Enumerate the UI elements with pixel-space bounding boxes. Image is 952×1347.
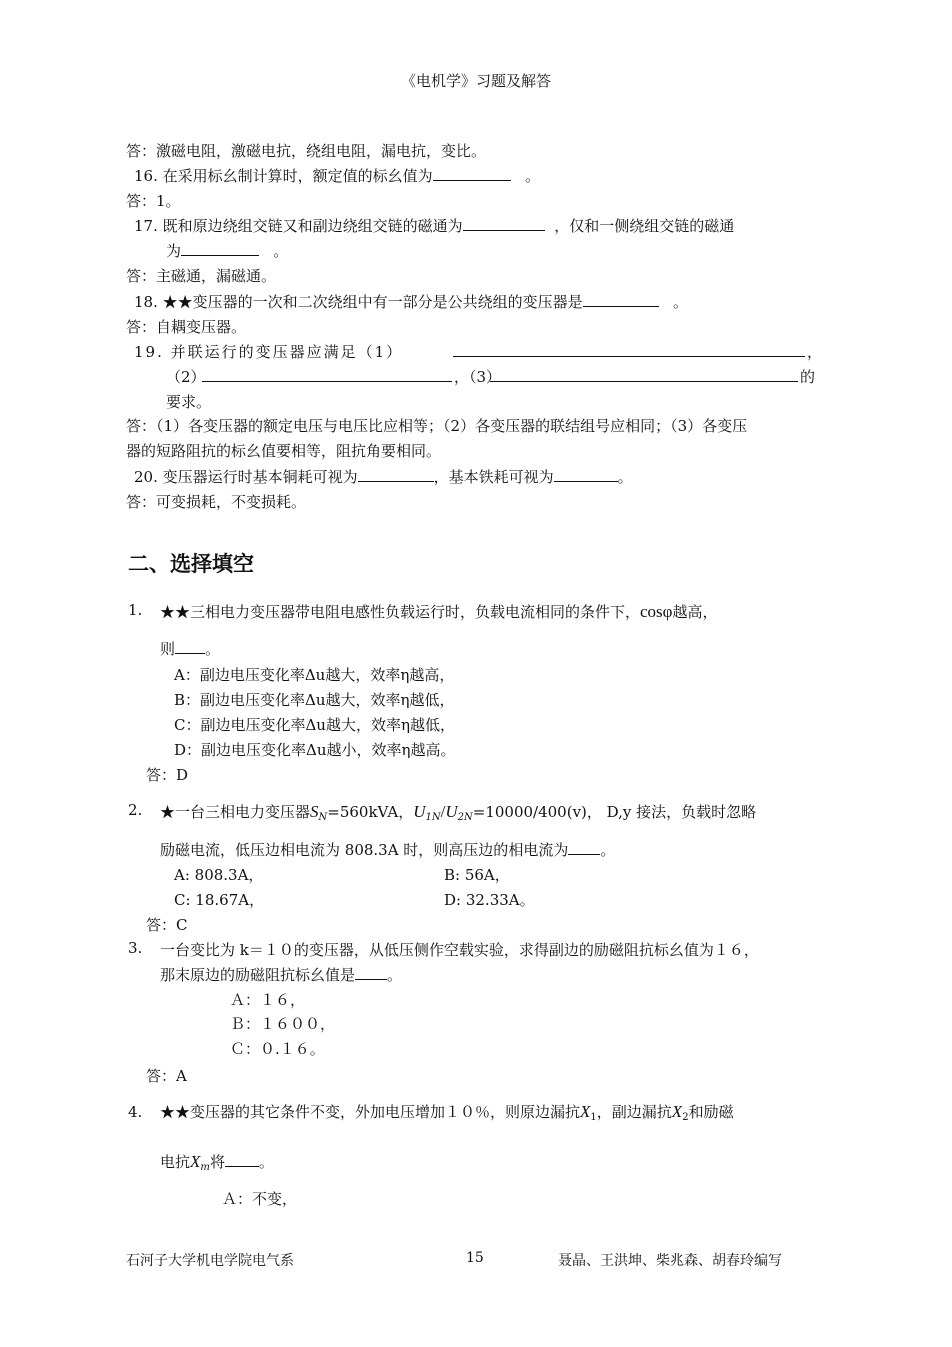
mc-q1-line1 bbox=[160, 601, 718, 622]
mc-q1-option-c: C：副边电压变化率Δu越大，效率η越低， bbox=[174, 716, 455, 734]
mc-q2-line2 bbox=[160, 839, 615, 860]
question-17-text: 17. 既和原边绕组交链又和副边绕组交链的磁通为 bbox=[134, 217, 463, 235]
mc-q4-line1 bbox=[160, 1101, 734, 1123]
mc-q1-answer: 答：D bbox=[146, 766, 189, 784]
mc-q4-line2-text-b: 将 bbox=[209, 1153, 225, 1171]
mc-q3-line2-end: 。 bbox=[387, 966, 403, 984]
answer-20: 答：可变损耗，不变损耗。 bbox=[126, 493, 307, 511]
question-19-line1 bbox=[134, 341, 403, 362]
mc-q2-line2-end: 。 bbox=[600, 841, 616, 859]
mc-q1-option-a: A：副边电压变化率Δu越大，效率η越高， bbox=[174, 666, 455, 684]
mc-q1-option-d: D：副边电压变化率Δu越小，效率η越高。 bbox=[174, 741, 456, 759]
mc-q3-answer: 答：A bbox=[146, 1067, 187, 1085]
mc-q2-U1: U bbox=[413, 802, 426, 821]
question-18-blank bbox=[583, 292, 659, 307]
mc-q4-blank bbox=[225, 1152, 259, 1167]
mc-q2-number: 2. bbox=[128, 801, 143, 819]
question-17-line2-text: 为 bbox=[166, 242, 182, 260]
question-20-end: 。 bbox=[617, 468, 633, 486]
mc-q3-blank bbox=[355, 965, 387, 980]
mc-q2-blank bbox=[568, 840, 600, 855]
mc-q4-text-a: ★★变压器的其它条件不变，外加电压增加１０％，则原边漏抗 bbox=[160, 1103, 581, 1121]
mc-q2-text-c: =10000/400(v)， D,y 接法，负载时忽略 bbox=[472, 803, 757, 821]
mc-q2-U1-sub: 1N bbox=[425, 812, 441, 823]
question-19-p3: ，（3） bbox=[454, 368, 502, 386]
question-20 bbox=[134, 466, 633, 487]
mc-q3-option-b: Ｂ：１６００， bbox=[230, 1015, 336, 1033]
mc-q3-line2 bbox=[160, 964, 402, 985]
page-header-title: 《电机学》习题及解答 bbox=[400, 72, 551, 90]
question-16-end: 。 bbox=[524, 167, 540, 185]
mc-q4-number: 4. bbox=[128, 1103, 143, 1121]
mc-q1-blank bbox=[175, 639, 205, 654]
answer-19-line1: 答：（1）各变压器的额定电压与电压比应相等；（2）各变压器的联结组号应相同；（3）各变压 bbox=[126, 417, 748, 435]
footer-page-number: 15 bbox=[466, 1250, 484, 1266]
mc-q1-line2 bbox=[160, 638, 220, 659]
mc-q3-option-c: Ｃ：０.１６。 bbox=[230, 1040, 325, 1058]
question-19-p2: （2） bbox=[166, 368, 206, 386]
question-19-de: 的 bbox=[800, 368, 816, 386]
mc-q4-Xm: X bbox=[190, 1152, 201, 1171]
mc-q4-line2-end: 。 bbox=[258, 1153, 274, 1171]
mc-q2-line2-text: 励磁电流，低压边相电流为 808.3A 时，则高压边的相电流为 bbox=[160, 841, 569, 859]
question-18 bbox=[134, 291, 688, 312]
question-16-text: 16. 在采用标幺制计算时，额定值的标幺值为 bbox=[134, 167, 433, 185]
mc-q2-S-sub: N bbox=[318, 812, 328, 823]
mc-q4-text-c: 和励磁 bbox=[688, 1103, 734, 1121]
question-17-line1 bbox=[134, 215, 734, 236]
answer-16: 答：1。 bbox=[126, 192, 181, 210]
mc-q2-text-b: =560kVA， bbox=[327, 803, 414, 821]
mc-q3-line1: 一台变比为 k＝１０的变压器，从低压侧作空载实验，求得副边的励磁阻抗标幺值为１６， bbox=[160, 941, 759, 959]
question-19-comma: ， bbox=[807, 343, 823, 361]
mc-q4-text-b: ，副边漏抗 bbox=[596, 1103, 672, 1121]
question-17-line2 bbox=[166, 240, 288, 261]
section-title: 二、选择填空 bbox=[128, 552, 254, 576]
question-16 bbox=[134, 165, 540, 186]
answer-17: 答：主磁通，漏磁通。 bbox=[126, 267, 277, 285]
mc-q4-option-a: Ａ：不变， bbox=[222, 1190, 298, 1208]
mc-q2-answer: 答：C bbox=[146, 916, 188, 934]
question-19-blank2 bbox=[202, 367, 452, 382]
mc-q2-line1 bbox=[160, 801, 756, 823]
answer-19-line2: 器的短路阻抗的标幺值要相等，阻抗角要相同。 bbox=[126, 442, 442, 460]
question-17-mid: ，仅和一侧绕组交链的磁通 bbox=[554, 217, 735, 235]
mc-q4-X1: X bbox=[580, 1102, 591, 1121]
mc-q2-U2: U bbox=[445, 802, 458, 821]
question-19-blank1 bbox=[453, 342, 805, 357]
answer-18: 答：自耦变压器。 bbox=[126, 318, 247, 336]
question-20-text-b: ，基本铁耗可视为 bbox=[433, 468, 554, 486]
mc-q1-option-b: B：副边电压变化率Δu越大，效率η越低， bbox=[174, 691, 455, 709]
question-20-text-a: 20. 变压器运行时基本铜耗可视为 bbox=[134, 468, 358, 486]
answer-prev: 答：激磁电阻，激磁电抗，绕组电阻，漏电抗，变比。 bbox=[126, 142, 487, 160]
mc-q4-line2 bbox=[160, 1151, 274, 1173]
question-16-blank bbox=[433, 166, 511, 181]
mc-q3-option-a: Ａ：１６， bbox=[230, 991, 306, 1009]
mc-q1-line2-end: 。 bbox=[205, 640, 221, 658]
mc-q1-text-a: ★★三相电力变压器带电阻电感性负载运行时，负载电流相同的条件下， bbox=[160, 603, 641, 621]
mc-q2-option-c: C: 18.67A， bbox=[174, 891, 265, 909]
question-17-blank1 bbox=[463, 216, 545, 231]
mc-q1-cos: cosφ bbox=[640, 602, 673, 621]
mc-q4-X2: X bbox=[671, 1102, 683, 1121]
mc-q4-Xm-sub: m bbox=[200, 1162, 210, 1173]
mc-q4-line2-text-a: 电抗 bbox=[160, 1153, 191, 1171]
mc-q4-X1-sub: 1 bbox=[590, 1112, 597, 1123]
mc-q2-slash: / bbox=[440, 802, 446, 821]
mc-q2-U2-sub: 2N bbox=[457, 812, 473, 823]
question-20-blank1 bbox=[358, 467, 434, 482]
mc-q2-S: S bbox=[310, 802, 319, 821]
footer-authors: 聂晶、王洪坤、柴兆森、胡春玲编写 bbox=[558, 1253, 782, 1269]
question-18-end: 。 bbox=[672, 293, 688, 311]
question-19-blank3 bbox=[490, 367, 798, 382]
question-17-end: 。 bbox=[273, 242, 289, 260]
mc-q1-number: 1. bbox=[128, 601, 143, 619]
mc-q2-option-a: A: 808.3A， bbox=[174, 866, 264, 884]
question-17-blank2 bbox=[181, 241, 259, 256]
mc-q4-X2-sub: 2 bbox=[682, 1112, 689, 1123]
mc-q2-text-a: ★一台三相电力变压器 bbox=[160, 803, 311, 821]
mc-q2-option-d: D: 32.33A。 bbox=[444, 891, 535, 909]
footer-department: 石河子大学机电学院电气系 bbox=[126, 1253, 294, 1269]
mc-q1-line2-text: 则 bbox=[160, 640, 176, 658]
mc-q2-option-b: B: 56A， bbox=[444, 866, 510, 884]
question-20-blank2 bbox=[554, 467, 618, 482]
mc-q1-text-b: 越高， bbox=[672, 603, 718, 621]
mc-q3-number: 3. bbox=[128, 939, 143, 957]
question-18-text: 18. ★★变压器的一次和二次绕组中有一部分是公共绕组的变压器是 bbox=[134, 293, 583, 311]
mc-q3-line2-text: 那末原边的励磁阻抗标幺值是 bbox=[160, 966, 356, 984]
question-19-text: 19. 并联运行的变压器应满足（1） bbox=[134, 343, 404, 361]
question-19-line3: 要求。 bbox=[166, 393, 212, 411]
